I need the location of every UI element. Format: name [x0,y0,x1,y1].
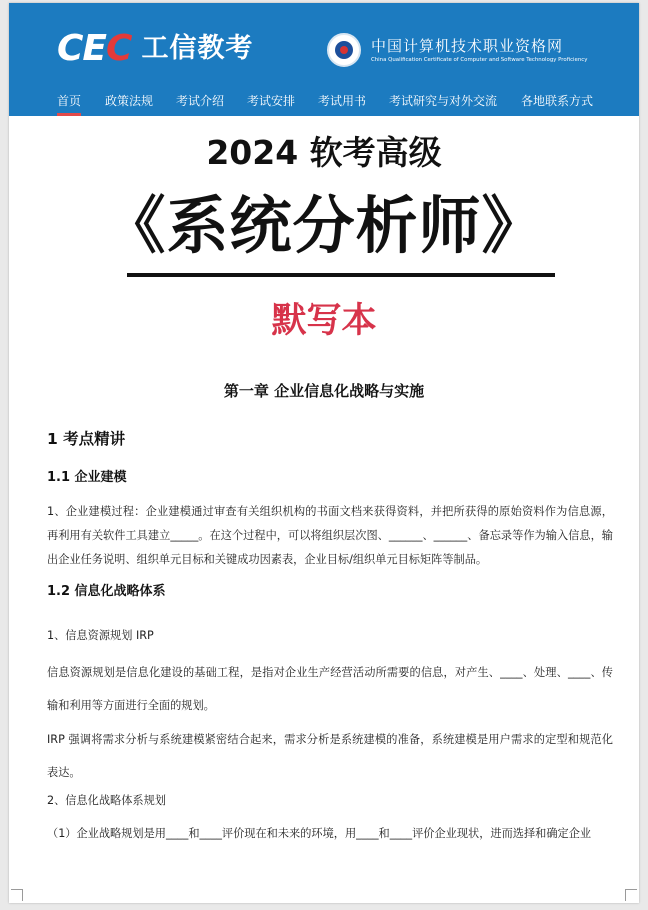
crop-mark [11,889,23,901]
paragraph-enterprise-modeling: 1、企业建模过程：企业建模通过审查有关组织机构的书面文档来获得资料，并把所获得的原始资料作为信息源，再利用有关软件工具建立_____。在这个过程中，可以将组织层次图、______、______、备忘录等作为输入信息，输出企业任务说明、组织单元目标和关键成功因素表，企业目标/组织单元目标矩阵等制品。 [47,505,613,566]
cec-logo-mark: CEC [57,28,132,69]
paragraph-irp-definition: 信息资源规划是信息化建设的基础工程，是指对企业生产经营活动所需要的信息，对产生、____、处理、____、传输和利用等方面进行全面的规划。 [47,666,613,712]
subsection-heading-enterprise-modeling: 1.1 企业建模 [47,470,127,485]
org-name-cn: 中国计算机技术职业资格网 [371,37,564,55]
chapter-heading: 第一章 企业信息化战略与实施 [223,382,425,400]
paragraph-irp-emphasis: IRP 强调将需求分析与系统建模紧密结合起来，需求分析是系统建模的准备，系统建模是用户需求的定型和规范化表达。 [47,733,613,779]
list-item-enterprise-strategy: （1）企业战略规划是用____和____评价现在和未来的环境，用____和____评价企业现状，进而选择和确定企业 [47,827,592,840]
list-item-irp: 1、信息资源规划 IRP [47,629,154,642]
nav-item-exam-schedule[interactable]: 考试安排 [247,94,296,108]
org-logo[interactable] [327,30,587,70]
nav-item-policy[interactable]: 政策法规 [105,94,154,108]
header-banner [9,3,639,116]
nav-item-exam-books[interactable]: 考试用书 [318,94,367,108]
nav-item-home[interactable]: 首页 [57,94,82,108]
document-page [9,3,639,903]
title-underline [127,273,555,277]
nav-item-contacts[interactable]: 各地联系方式 [521,94,594,108]
seal-icon [327,33,361,67]
title-main: 《系统分析师》 [103,189,545,262]
org-name-en: China Qualification Certificate of Computer and Software Technology Proficiency [371,57,588,63]
subsection-heading-it-strategy: 1.2 信息化战略体系 [47,584,166,599]
brand-logo[interactable] [57,29,253,69]
list-item-strategy-planning: 2、信息化战略体系规划 [47,794,166,807]
title-subtitle: 默写本 [271,301,377,341]
nav-item-exam-intro[interactable]: 考试介绍 [176,94,225,108]
main-nav [9,89,639,116]
brand-name: 工信教考 [141,33,254,64]
section-heading: 1 考点精讲 [47,430,126,448]
title-year-line: 2024 软考高级 [206,133,442,172]
crop-mark [625,889,637,901]
nav-item-research-exchange[interactable]: 考试研究与对外交流 [389,94,498,108]
